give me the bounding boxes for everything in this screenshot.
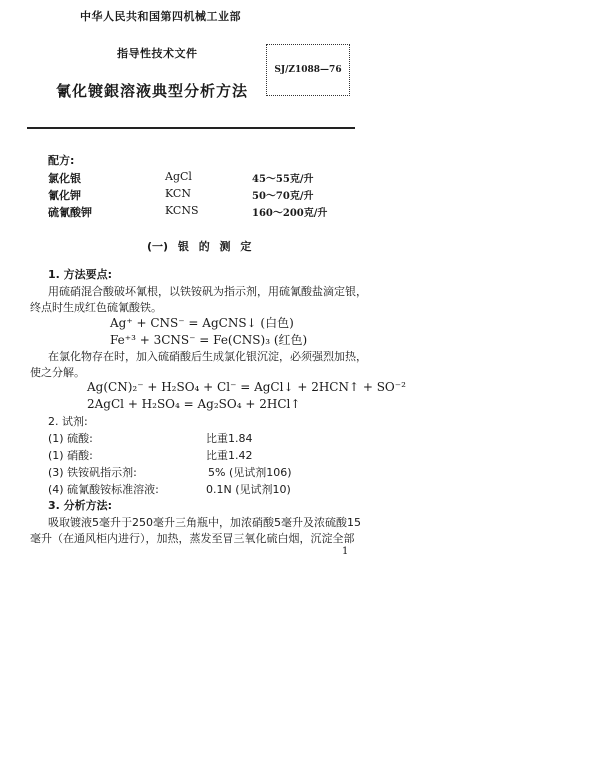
- header-divider: [27, 127, 355, 129]
- formula-row-amount: 160～200克/升: [252, 208, 328, 219]
- item3-label: 3. 分析方法:: [48, 499, 113, 512]
- ministry-header: 中华人民共和国第四机械工业部: [80, 10, 241, 23]
- formula-label: 配方:: [48, 154, 75, 167]
- page-number: 1: [342, 546, 349, 557]
- equation-3: Ag(CN)₂⁻ + H₂SO₄ + Cl⁻ = AgCl↓ + 2HCN↑ + SO⁻²: [87, 380, 406, 394]
- section-heading: (一) 银 的 测 定: [147, 240, 252, 253]
- formula-row-formula: AgCl: [165, 170, 192, 183]
- formula-row-name: 硫氰酸钾: [48, 206, 92, 219]
- reagent-spec: 比重1.84: [206, 432, 253, 445]
- reagent-name: (3) 铁铵矾指示剂:: [48, 466, 137, 479]
- standard-number: SJ/Z1088—76: [274, 65, 342, 75]
- item2-label: 2. 试剂:: [48, 415, 88, 428]
- reagent-spec: 0.1N (见试剂10): [206, 483, 291, 496]
- formula-row-formula: KCNS: [165, 204, 199, 217]
- item1-label: 1. 方法要点:: [48, 268, 113, 281]
- document-type: 指导性技术文件: [117, 47, 198, 60]
- equation-4: 2AgCl + H₂SO₄ = Ag₂SO₄ + 2HCl↑: [87, 397, 301, 411]
- formula-row-formula: KCN: [165, 187, 191, 200]
- reagent-name: (1) 硫酸:: [48, 432, 93, 445]
- equation-1: Ag⁺ + CNS⁻ = AgCNS↓ (白色): [110, 316, 294, 330]
- document-title: 氰化镀銀溶液典型分析方法: [56, 82, 249, 100]
- item3-paragraph-line: 毫升（在通风柜内进行），加热，蒸发至冒三氧化硫白烟，沉淀全部: [30, 532, 355, 545]
- item1-paragraph2-line: 在氯化物存在时，加入硫硝酸后生成氯化银沉淀，必须强烈加热，: [48, 350, 367, 363]
- equation-2: Fe⁺³ + 3CNS⁻ = Fe(CNS)₃ (红色): [110, 333, 308, 347]
- formula-row-name: 氯化银: [48, 172, 81, 185]
- reagent-spec: 比重1.42: [206, 449, 253, 462]
- reagent-spec: 5% (见试剂106): [208, 466, 292, 479]
- item1-paragraph-line: 终点时生成红色硫氰酸铁。: [30, 301, 162, 314]
- formula-row-amount: 45～55克/升: [252, 174, 314, 185]
- formula-row-amount: 50～70克/升: [252, 191, 314, 202]
- item1-paragraph2-line: 使之分解。: [30, 366, 85, 379]
- formula-row-name: 氰化钾: [48, 189, 81, 202]
- standard-number-box: [266, 44, 350, 96]
- reagent-name: (4) 硫氰酸铵标准溶液:: [48, 483, 159, 496]
- reagent-name: (1) 硝酸:: [48, 449, 93, 462]
- item3-paragraph-line: 吸取镀液5毫升于250毫升三角瓶中，加浓硝酸5毫升及浓硫酸15: [48, 516, 361, 529]
- item1-paragraph-line: 用硫硝混合酸破坏氰根，以铁铵矾为指示剂，用硫氰酸盐滴定银，: [48, 285, 367, 298]
